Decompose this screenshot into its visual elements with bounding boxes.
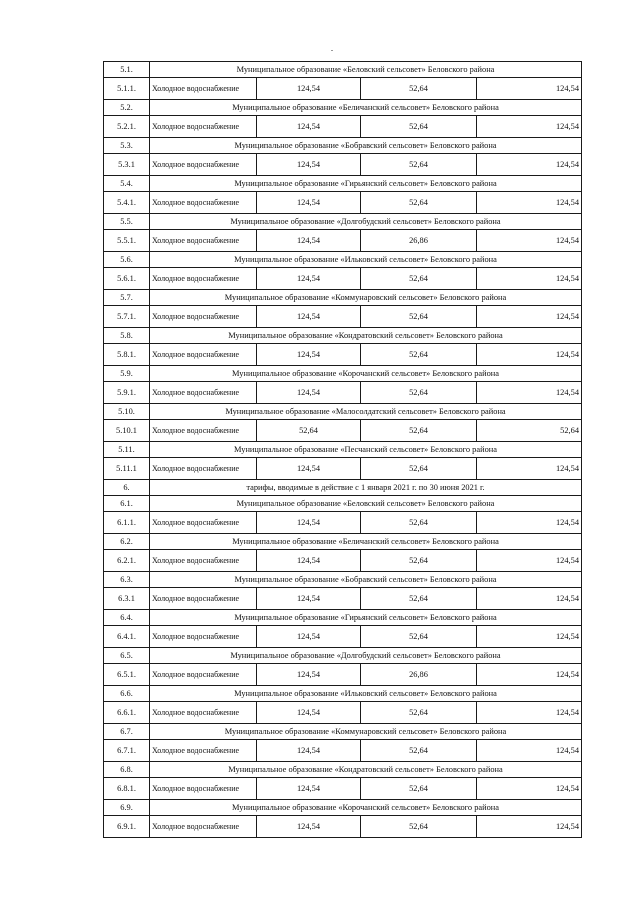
tariff-value-3: 124,54: [477, 550, 582, 572]
section-header-row: [104, 176, 582, 192]
section-header-row: [104, 100, 582, 116]
service-name: Холодное водоснабжение: [150, 740, 257, 762]
tariff-value-3: 124,54: [477, 382, 582, 404]
section-title: Муниципальное образование «Песчанский сельсовет» Беловского района: [150, 442, 582, 458]
row-number: 5.11.: [104, 442, 150, 458]
row-number: 5.6.1.: [104, 268, 150, 290]
tariff-value-1: 124,54: [257, 816, 361, 838]
section-header-row: [104, 762, 582, 778]
tariff-value-3: 124,54: [477, 740, 582, 762]
tariff-row: [104, 154, 582, 176]
tariff-row: [104, 230, 582, 252]
tariff-value-2: 52,64: [361, 702, 477, 724]
section-title: Муниципальное образование «Корочанский сельсовет» Беловского района: [150, 366, 582, 382]
row-number: 6.2.: [104, 534, 150, 550]
tariff-value-3: 124,54: [477, 588, 582, 610]
tariff-row: [104, 458, 582, 480]
service-name: Холодное водоснабжение: [150, 702, 257, 724]
tariff-value-3: 124,54: [477, 154, 582, 176]
tariff-value-1: 124,54: [257, 382, 361, 404]
tariff-row: [104, 778, 582, 800]
tariff-row: [104, 664, 582, 686]
row-number: 5.2.: [104, 100, 150, 116]
tariff-value-3: 124,54: [477, 192, 582, 214]
tariff-row: [104, 382, 582, 404]
tariff-value-2: 26,86: [361, 230, 477, 252]
tariff-value-1: 124,54: [257, 664, 361, 686]
tariff-value-1: 124,54: [257, 154, 361, 176]
section-header-row: [104, 252, 582, 268]
tariff-value-3: 124,54: [477, 116, 582, 138]
row-number: 5.8.: [104, 328, 150, 344]
row-number: 6.5.: [104, 648, 150, 664]
tariff-value-1: 124,54: [257, 116, 361, 138]
tariff-value-3: 124,54: [477, 306, 582, 328]
scan-speck: [331, 50, 333, 51]
service-name: Холодное водоснабжение: [150, 192, 257, 214]
tariff-value-1: 124,54: [257, 344, 361, 366]
row-number: 6.3.1: [104, 588, 150, 610]
tariff-row: [104, 816, 582, 838]
row-number: 6.4.: [104, 610, 150, 626]
service-name: Холодное водоснабжение: [150, 306, 257, 328]
section-header-row: [104, 572, 582, 588]
tariff-value-3: 124,54: [477, 458, 582, 480]
tariff-value-1: 124,54: [257, 268, 361, 290]
row-number: 5.10.: [104, 404, 150, 420]
tariff-value-3: 124,54: [477, 816, 582, 838]
tariff-value-2: 52,64: [361, 268, 477, 290]
row-number: 5.9.1.: [104, 382, 150, 404]
service-name: Холодное водоснабжение: [150, 116, 257, 138]
section-header-row: [104, 62, 582, 78]
row-number: 5.3.: [104, 138, 150, 154]
section-title: Муниципальное образование «Малосолдатский сельсовет» Беловского района: [150, 404, 582, 420]
section-header-row: [104, 328, 582, 344]
tariff-value-1: 124,54: [257, 192, 361, 214]
tariff-value-1: 124,54: [257, 550, 361, 572]
tariff-value-2: 52,64: [361, 778, 477, 800]
row-number: 6.6.: [104, 686, 150, 702]
tariff-value-3: 124,54: [477, 778, 582, 800]
tariff-row: [104, 702, 582, 724]
section-header-row: [104, 404, 582, 420]
section-header-row: [104, 290, 582, 306]
tariff-value-2: 52,64: [361, 306, 477, 328]
tariff-value-2: 52,64: [361, 154, 477, 176]
row-number: 5.5.: [104, 214, 150, 230]
tariff-value-3: 124,54: [477, 702, 582, 724]
service-name: Холодное водоснабжение: [150, 626, 257, 648]
service-name: Холодное водоснабжение: [150, 78, 257, 100]
row-number: 5.7.1.: [104, 306, 150, 328]
tariff-table: [103, 61, 582, 838]
section-title: Муниципальное образование «Корочанский сельсовет» Беловского района: [150, 800, 582, 816]
tariff-value-2: 52,64: [361, 116, 477, 138]
tariff-row: [104, 78, 582, 100]
tariff-value-1: 124,54: [257, 306, 361, 328]
section-title: Муниципальное образование «Беличанский сельсовет» Беловского района: [150, 534, 582, 550]
service-name: Холодное водоснабжение: [150, 154, 257, 176]
tariff-value-2: 26,86: [361, 664, 477, 686]
service-name: Холодное водоснабжение: [150, 268, 257, 290]
tariff-value-2: 52,64: [361, 626, 477, 648]
service-name: Холодное водоснабжение: [150, 816, 257, 838]
row-number: 6.3.: [104, 572, 150, 588]
tariff-row: [104, 512, 582, 534]
tariff-value-2: 52,64: [361, 458, 477, 480]
tariff-row: [104, 192, 582, 214]
row-number: 5.1.: [104, 62, 150, 78]
tariff-value-1: 124,54: [257, 458, 361, 480]
section-title: Муниципальное образование «Коммунаровский сельсовет» Беловского района: [150, 290, 582, 306]
section-title: Муниципальное образование «Гирьянский сельсовет» Беловского района: [150, 610, 582, 626]
tariff-value-2: 52,64: [361, 382, 477, 404]
tariff-value-1: 124,54: [257, 626, 361, 648]
tariff-value-1: 124,54: [257, 588, 361, 610]
tariff-value-2: 52,64: [361, 740, 477, 762]
tariff-value-3: 124,54: [477, 78, 582, 100]
tariff-value-3: 124,54: [477, 268, 582, 290]
section-title: тарифы, вводимые в действие с 1 января 2021 г. по 30 июня 2021 г.: [150, 480, 582, 496]
section-title: Муниципальное образование «Коммунаровский сельсовет» Беловского района: [150, 724, 582, 740]
tariff-value-3: 124,54: [477, 626, 582, 648]
row-number: 6.5.1.: [104, 664, 150, 686]
tariff-value-3: 52,64: [477, 420, 582, 442]
tariff-row: [104, 740, 582, 762]
row-number: 6.8.: [104, 762, 150, 778]
row-number: 5.9.: [104, 366, 150, 382]
tariff-value-3: 124,54: [477, 344, 582, 366]
service-name: Холодное водоснабжение: [150, 420, 257, 442]
row-number: 5.1.1.: [104, 78, 150, 100]
service-name: Холодное водоснабжение: [150, 512, 257, 534]
service-name: Холодное водоснабжение: [150, 778, 257, 800]
service-name: Холодное водоснабжение: [150, 230, 257, 252]
section-header-row: [104, 610, 582, 626]
row-number: 6.1.1.: [104, 512, 150, 534]
tariff-value-2: 52,64: [361, 550, 477, 572]
tariff-row: [104, 588, 582, 610]
tariff-value-1: 124,54: [257, 230, 361, 252]
tariff-value-2: 52,64: [361, 816, 477, 838]
row-number: 6.4.1.: [104, 626, 150, 648]
section-header-row: [104, 442, 582, 458]
tariff-row: [104, 306, 582, 328]
service-name: Холодное водоснабжение: [150, 458, 257, 480]
tariff-value-2: 52,64: [361, 78, 477, 100]
tariff-value-3: 124,54: [477, 664, 582, 686]
tariff-row: [104, 344, 582, 366]
tariff-value-1: 124,54: [257, 740, 361, 762]
tariff-value-3: 124,54: [477, 230, 582, 252]
section-title: Муниципальное образование «Гирьянский сельсовет» Беловского района: [150, 176, 582, 192]
section-header-row: [104, 800, 582, 816]
row-number: 5.4.: [104, 176, 150, 192]
tariff-row: [104, 550, 582, 572]
section-title: Муниципальное образование «Ильковский сельсовет» Беловского района: [150, 252, 582, 268]
row-number: 5.11.1: [104, 458, 150, 480]
tariff-row: [104, 420, 582, 442]
service-name: Холодное водоснабжение: [150, 344, 257, 366]
row-number: 5.5.1.: [104, 230, 150, 252]
section-title: Муниципальное образование «Беловский сельсовет» Беловского района: [150, 496, 582, 512]
section-header-row: [104, 686, 582, 702]
tariff-table-body: [104, 62, 582, 838]
section-header-row: [104, 648, 582, 664]
row-number: 5.4.1.: [104, 192, 150, 214]
row-number: 6.2.1.: [104, 550, 150, 572]
row-number: 6.7.1.: [104, 740, 150, 762]
section-header-row: [104, 138, 582, 154]
section-title: Муниципальное образование «Беличанский сельсовет» Беловского района: [150, 100, 582, 116]
service-name: Холодное водоснабжение: [150, 382, 257, 404]
section-title: Муниципальное образование «Кондратовский сельсовет» Беловского района: [150, 328, 582, 344]
tariff-value-2: 52,64: [361, 344, 477, 366]
tariff-value-2: 52,64: [361, 588, 477, 610]
tariff-value-3: 124,54: [477, 512, 582, 534]
section-header-row: [104, 214, 582, 230]
tariff-row: [104, 116, 582, 138]
section-title: Муниципальное образование «Долгобудский сельсовет» Беловского района: [150, 214, 582, 230]
tariff-value-2: 52,64: [361, 192, 477, 214]
tariff-value-1: 124,54: [257, 702, 361, 724]
row-number: 5.6.: [104, 252, 150, 268]
section-title: Муниципальное образование «Долгобудский сельсовет» Беловского района: [150, 648, 582, 664]
section-header-row: [104, 534, 582, 550]
tariff-value-2: 52,64: [361, 512, 477, 534]
row-number: 6.8.1.: [104, 778, 150, 800]
service-name: Холодное водоснабжение: [150, 588, 257, 610]
section-title: Муниципальное образование «Бобравский сельсовет» Беловского района: [150, 138, 582, 154]
section-title: Муниципальное образование «Беловский сельсовет» Беловского района: [150, 62, 582, 78]
row-number: 5.7.: [104, 290, 150, 306]
section-header-row: [104, 724, 582, 740]
row-number: 5.10.1: [104, 420, 150, 442]
row-number: 6.9.1.: [104, 816, 150, 838]
row-number: 6.7.: [104, 724, 150, 740]
row-number: 6.6.1.: [104, 702, 150, 724]
row-number: 6.9.: [104, 800, 150, 816]
tariff-row: [104, 268, 582, 290]
section-title: Муниципальное образование «Кондратовский сельсовет» Беловского района: [150, 762, 582, 778]
section-header-row: [104, 480, 582, 496]
row-number: 6.1.: [104, 496, 150, 512]
tariff-value-1: 52,64: [257, 420, 361, 442]
tariff-value-1: 124,54: [257, 512, 361, 534]
tariff-value-1: 124,54: [257, 78, 361, 100]
section-header-row: [104, 366, 582, 382]
tariff-value-1: 124,54: [257, 778, 361, 800]
row-number: 5.2.1.: [104, 116, 150, 138]
row-number: 6.: [104, 480, 150, 496]
section-header-row: [104, 496, 582, 512]
service-name: Холодное водоснабжение: [150, 664, 257, 686]
tariff-row: [104, 626, 582, 648]
row-number: 5.3.1: [104, 154, 150, 176]
tariff-value-2: 52,64: [361, 420, 477, 442]
section-title: Муниципальное образование «Бобравский сельсовет» Беловского района: [150, 572, 582, 588]
row-number: 5.8.1.: [104, 344, 150, 366]
section-title: Муниципальное образование «Ильковский сельсовет» Беловского района: [150, 686, 582, 702]
service-name: Холодное водоснабжение: [150, 550, 257, 572]
